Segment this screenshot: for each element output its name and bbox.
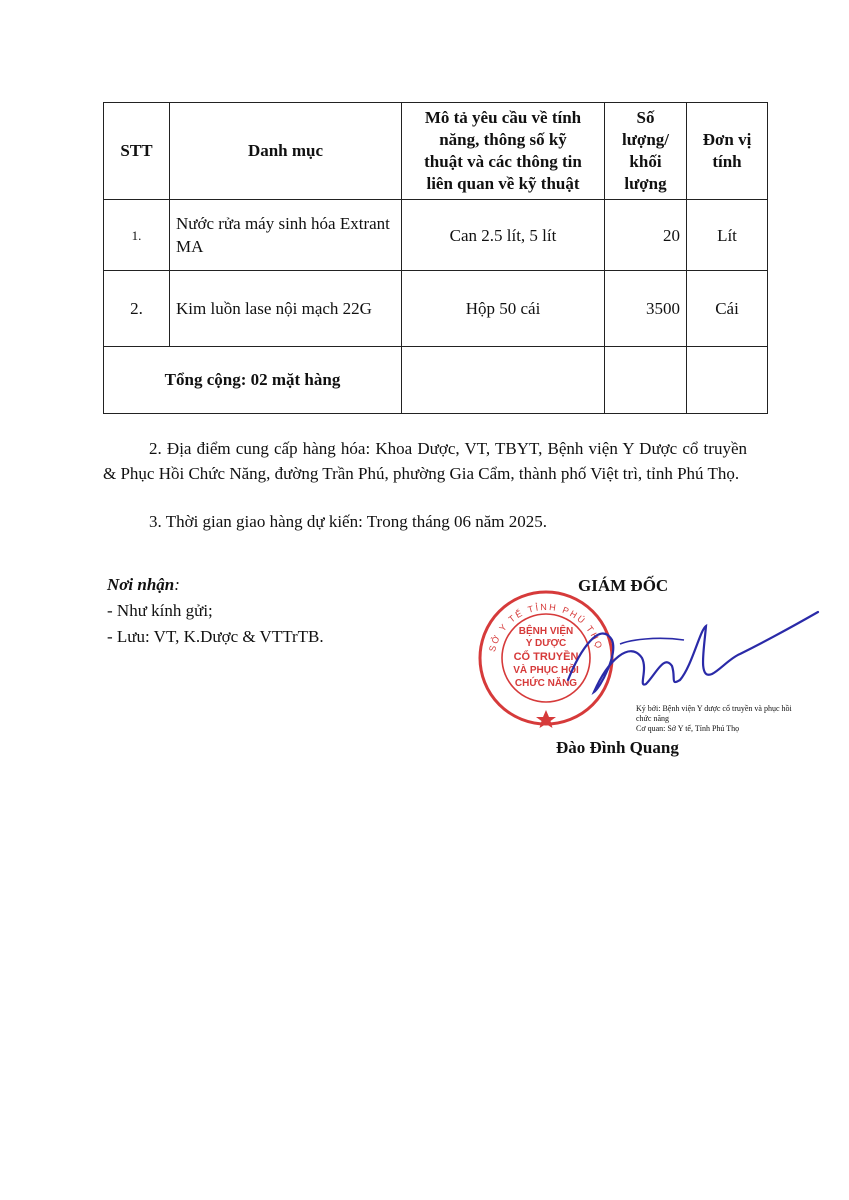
row-desc: Can 2.5 lít, 5 lít [402,200,605,271]
recipient-line: - Lưu: VT, K.Dược & VTTrTB. [107,627,324,646]
table-row [104,200,768,271]
recipient-line: - Như kính gửi; [107,601,213,620]
table-row [104,271,768,347]
handwritten-signature-icon [560,600,820,710]
row-desc: Hộp 50 cái [402,271,605,347]
table-total-row [104,347,768,414]
seal-line: CỔ TRUYỀN [513,651,579,663]
row-stt: 2. [104,271,170,347]
delivery-time: 3. Thời gian giao hàng dự kiến: Trong tháng 06 năm 2025. [149,512,548,531]
signer-name: Đào Đình Quang [556,738,679,757]
total-label: Tổng cộng: 02 mặt hàng [104,347,402,414]
total-empty-cell [605,347,687,414]
seal-line: VÀ PHỤC HỒI [513,665,579,676]
total-empty-cell [402,347,605,414]
header-name: Danh mục [170,103,402,200]
director-title: GIÁM ĐỐC [578,576,669,595]
recipients-block: Nơi nhận: - Như kính gửi; - Lưu: VT, K.Dược & VTTrTB. [107,572,324,650]
row-unit: Lít [687,200,768,271]
signing-agency: Cơ quan: Sở Y tế, Tỉnh Phú Thọ [636,724,740,733]
seal-line: CHỨC NĂNG [514,678,578,689]
row-name: Nước rửa máy sinh hóa Extrant MA [170,200,402,271]
row-stt: 1. [104,200,170,271]
goods-table [103,102,768,414]
header-unit: Đơn vị tính [687,103,768,200]
row-qty: 20 [605,200,687,271]
row-unit: Cái [687,271,768,347]
total-empty-cell [687,347,768,414]
row-name: Kim luồn lase nội mạch 22G [170,271,402,347]
seal-outer-text: SỞ Y TẾ TỈNH PHÚ THỌ [487,601,605,653]
signed-by: Ký bởi: Bệnh viện Y dược cổ truyền và phục hồi chức năng [636,704,792,723]
header-desc: Mô tả yêu cầu về tính năng, thông số kỹ thuật và các thông tin liên quan về kỹ thuật [402,103,605,200]
header-qty: Số lượng/ khối lượng [605,103,687,200]
header-stt: STT [104,103,170,200]
seal-line: Y DƯỢC [525,638,567,649]
delivery-location: 2. Địa điểm cung cấp hàng hóa: Khoa Dược, VT, TBYT, Bệnh viện Y Dược cổ truyền & Phục Hồi Chức Năng, đường Trần Phú, phường Gia Cẩm, thành phố Việt trì, tỉnh Phú Thọ. [103,439,747,483]
seal-line: BỆNH VIỆN [518,626,574,637]
recipients-title: Nơi nhận [107,575,175,594]
row-qty: 3500 [605,271,687,347]
table-header-row [104,103,768,200]
digital-signature-info [636,704,796,734]
